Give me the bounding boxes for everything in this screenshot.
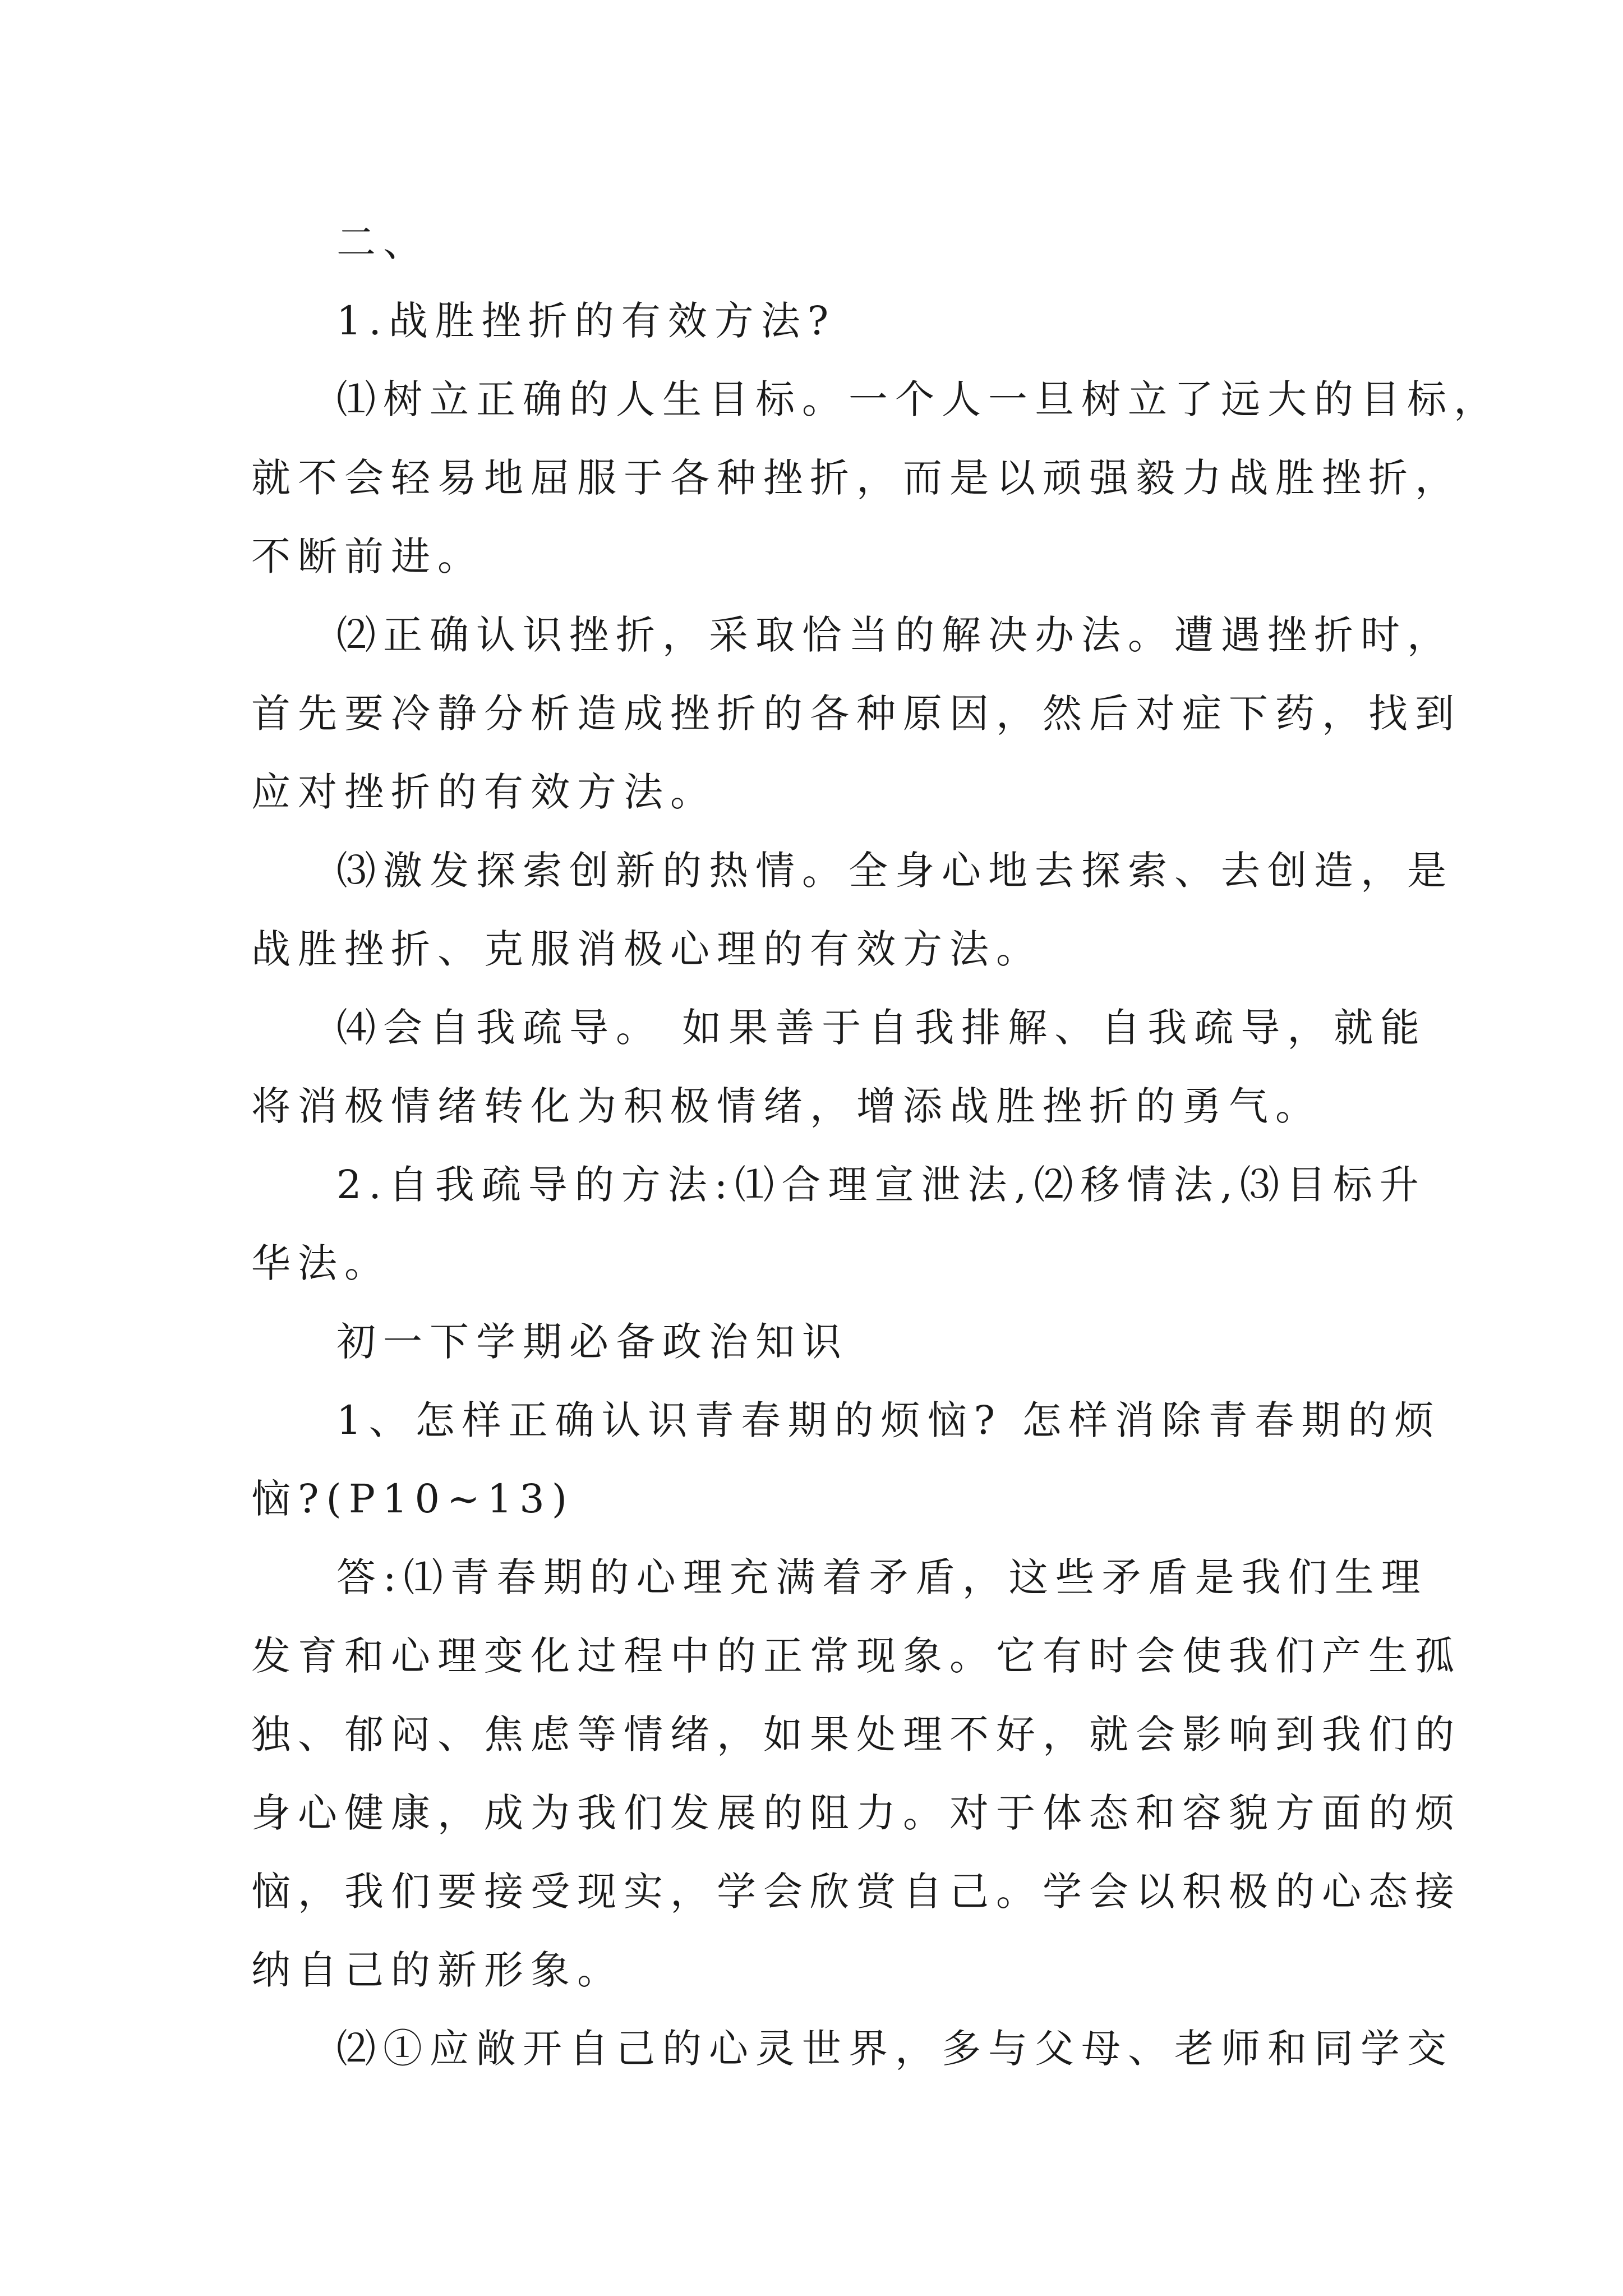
text-line: 应对挫折的有效方法。 <box>251 769 717 815</box>
text-line: 华法。 <box>251 1240 391 1286</box>
question-heading: 恼?(P10~13) <box>251 1476 575 1522</box>
text-line: 将消极情绪转化为积极情绪，增添战胜挫折的勇气。 <box>251 1083 1322 1129</box>
text-line: 独、郁闷、焦虑等情绪，如果处理不好，就会影响到我们的 <box>251 1711 1461 1757</box>
text-line: ⑵正确认识挫折，采取恰当的解决办法。遭遇挫折时， <box>336 612 1454 658</box>
text-line: 发育和心理变化过程中的正常现象。它有时会使我们产生孤 <box>251 1633 1461 1679</box>
answer-line: 答:⑴青春期的心理充满着矛盾，这些矛盾是我们生理 <box>336 1554 1428 1600</box>
text-line: ⑶激发探索创新的热情。全身心地去探索、去创造，是 <box>336 848 1454 894</box>
text-line: 不断前进。 <box>251 533 484 579</box>
text-line: 身心健康，成为我们发展的阻力。对于体态和容貌方面的烦 <box>251 1790 1461 1836</box>
question-heading: 1.战胜挫折的有效方法? <box>336 298 836 344</box>
text-line: 战胜挫折、克服消极心理的有效方法。 <box>251 926 1043 972</box>
text-line: 恼，我们要接受现实，学会欣赏自己。学会以积极的心态接 <box>251 1869 1461 1915</box>
text-line: ⑴树立正确的人生目标。一个人一旦树立了远大的目标， <box>336 376 1500 422</box>
text-line: 纳自己的新形象。 <box>251 1947 624 1993</box>
question-heading: 1、怎样正确认识青春期的烦恼? 怎样消除青春期的烦 <box>336 1397 1441 1443</box>
text-line: ⑷会自我疏导。 如果善于自我排解、自我疏导，就能 <box>336 1005 1427 1051</box>
section-title: 初一下学期必备政治知识 <box>336 1319 849 1365</box>
section-number: 二、 <box>336 219 430 265</box>
text-line: 就不会轻易地屈服于各种挫折，而是以顽强毅力战胜挫折， <box>251 455 1461 501</box>
text-line: 2.自我疏导的方法:⑴合理宣泄法,⑵移情法,⑶目标升 <box>336 1162 1426 1208</box>
text-line: ⑵①应敞开自己的心灵世界，多与父母、老师和同学交 <box>336 2026 1454 2072</box>
text-line: 首先要冷静分析造成挫折的各种原因，然后对症下药，找到 <box>251 691 1461 737</box>
